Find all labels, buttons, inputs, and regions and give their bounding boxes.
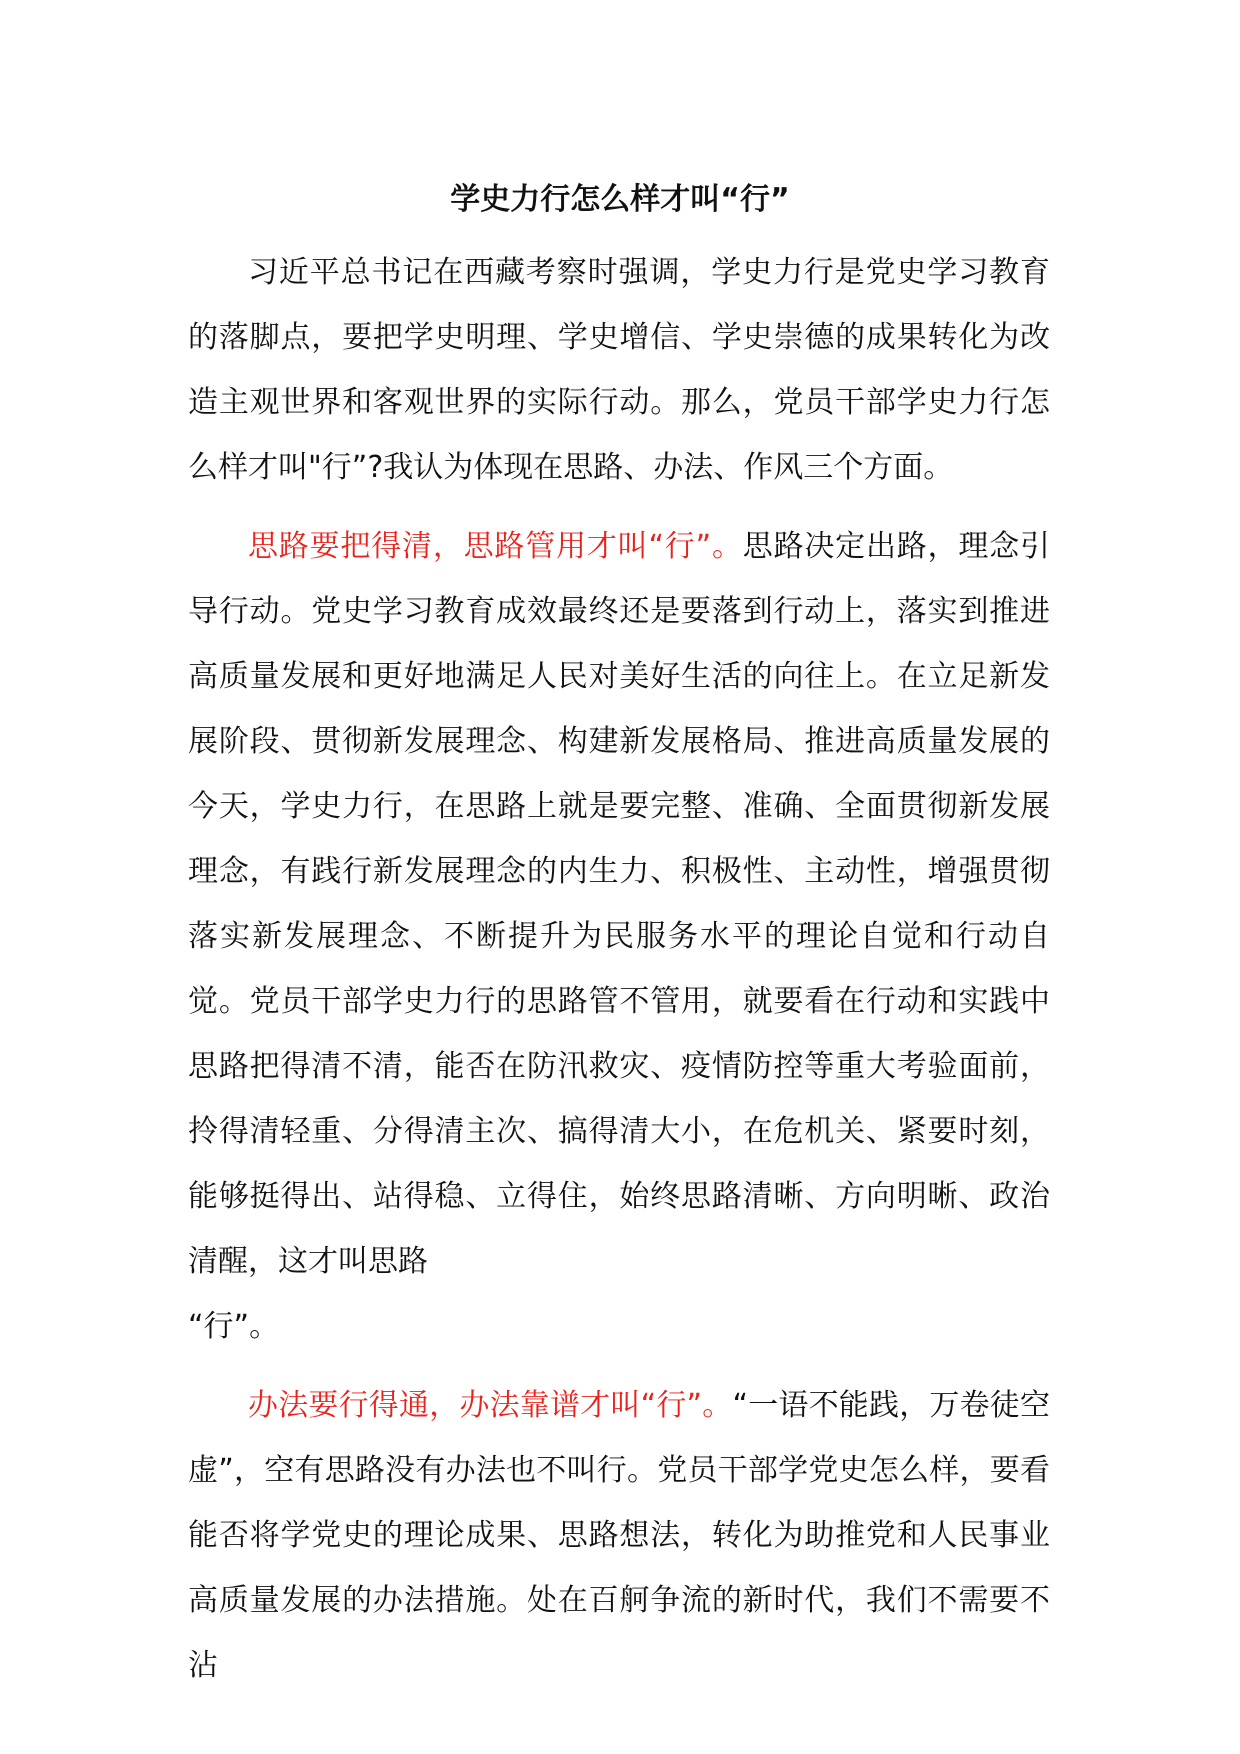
section-heading-thinking: 思路要把得清，思路管用才叫“行”。: [248, 529, 743, 564]
document-body: [188, 240, 1050, 1712]
paragraph-text: 习近平总书记在西藏考察时强调，学史力行是党史学习教育的落脚点，要把学史明理、学史增信、学史崇德的成果转化为改造主观世界和客观世界的实际行动。那么，党员干部学史力行怎么样才叫"行”?我认为体现在思路、办法、作风三个方面。: [188, 255, 1050, 485]
section-paragraph-methods: [188, 1373, 1050, 1698]
section-heading-methods: 办法要行得通，办法靠谱才叫“行”。: [248, 1388, 733, 1423]
paragraph-text: 思路决定出路，理念引导行动。党史学习教育成效最终还是要落到行动上，落实到推进高质量发展和更好地满足人民对美好生活的向往上。在立足新发展阶段、贯彻新发展理念、构建新发展格局、推进高质量发展的今天，学史力行，在思路上就是要完整、准确、全面贯彻新发展理念，有践行新发展理念的内生力、积极性、主动性，增强贯彻落实新发展理念、不断提升为民服务水平的理论自觉和行动自觉。党员干部学史力行的思路管不管用，就要看在行动和实践中思路把得清不清，能否在防汛救灾、疫情防控等重大考验面前，拎得清轻重、分得清主次、搞得清大小，在危机关、紧要时刻，能够挺得出、站得稳、立得住，始终思路清晰、方向明晰、政治清醒，这才叫思路 “行”。: [188, 529, 1051, 1344]
paragraph-text: “一语不能践，万卷徒空虚”，空有思路没有办法也不叫行。党员干部学党史怎么样，要看能否将学党史的理论成果、思路想法，转化为助推党和人民事业高质量发展的办法措施。处在百舸争流的新时代，我们不需要不沾: [188, 1388, 1050, 1683]
section-paragraph-thinking: [188, 514, 1050, 1359]
intro-paragraph: [188, 240, 1050, 500]
document-title: 学史力行怎么样才叫“行”: [450, 182, 790, 217]
